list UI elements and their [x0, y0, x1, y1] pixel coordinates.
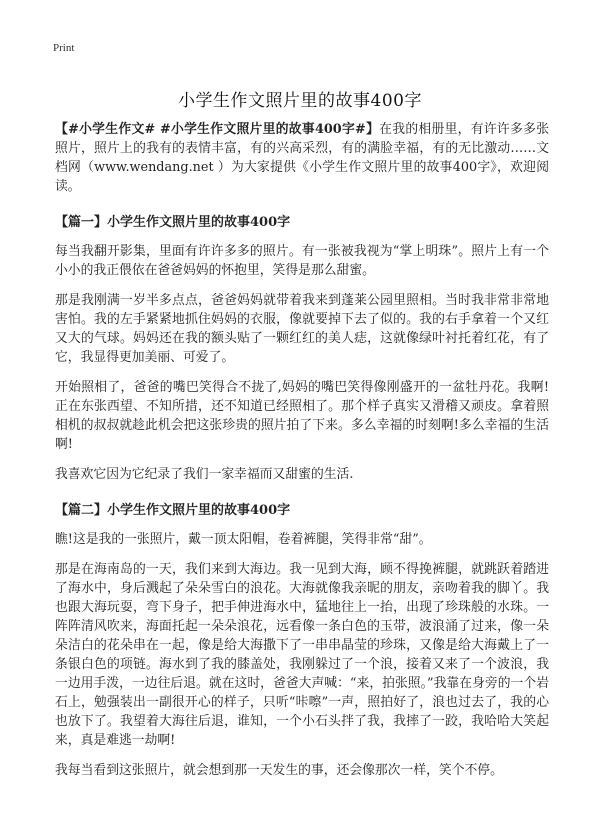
article-title: 小学生作文照片里的故事400字	[178, 91, 422, 111]
intro-text: 在我的相册里，有许许多多张照片，照片上的我有的表情丰富，有的兴高采烈，有的满脸幸福，有的无比激动……文档网（www.wendang.net ）为大家提供《小学生作文照片里的故事400字》，欢迎阅读。	[55, 122, 549, 194]
article-body	[55, 120, 549, 791]
section-2-paragraph: 那是在海南岛的一天，我们来到大海边。我一见到大海，顾不得挽裤腿，就跳跃着踏进了海水中，身后溅起了朵朵雪白的浪花。大海就像我亲昵的朋友，亲吻着我的脚丫。我也跟大海玩耍，弯下身子，把手伸进海水中，猛地往上一抬，出现了珍珠般的水珠。一阵阵清风吹来，海面托起一朵朵浪花，远看像一条白色的玉带，波浪涌了过来，像一朵朵洁白的花朵串在一起，像是给大海撒下了一串串晶莹的珍珠，又像是给大海戴上了一条银白色的项链。海水到了我的膝盖处，我刚躲过了一个浪，接着又来了一个波浪，我一边用手泼，一边往后退。就在这时，爸爸大声喊：“来，拍张照。”我靠在身旁的一个岩石上，勉强装出一副很开心的样子，只听“咔嚓”一声，照拍好了，浪也过去了，我的心也放下了。我望着大海往后退，谁知，一个小石头拌了我，我摔了一跤，我哈哈大笑起来，真是难逃一劫啊!	[55, 562, 549, 748]
section-2-paragraph: 瞧!这是我的一张照片，戴一顶太阳帽，卷着裤腿，笑得非常“甜”。	[55, 532, 432, 547]
section-1-paragraph: 每当我翻开影集，里面有许许多多的照片。有一张被我视为“掌上明珠”。照片上有一个小小的我正偎依在爸爸妈妈的怀抱里，笑得是那么甜蜜。	[55, 244, 549, 278]
section-heading-2: 【篇二】小学生作文照片里的故事400字	[55, 503, 291, 518]
section-1-paragraph: 我喜欢它因为它纪录了我们一家幸福而又甜蜜的生活.	[55, 467, 354, 482]
intro-label: 【#小学生作文# #小学生作文照片里的故事400字#】	[55, 122, 380, 137]
section-2-paragraph: 我每当看到这张照片，就会想到那一天发生的事，还会像那次一样，笑个不停。	[55, 763, 503, 778]
section-heading-1: 【篇一】小学生作文照片里的故事400字	[55, 215, 291, 230]
intro-paragraph	[55, 120, 549, 196]
print-label: Print	[53, 42, 75, 54]
section-1-paragraph: 开始照相了，爸爸的嘴巴笑得合不拢了,妈妈的嘴巴笑得像刚盛开的一盆牡丹花。我啊!正在东张西望、不知所措，还不知道已经照相了。那个样子真实又滑稽又顽皮。拿着照相机的叔叔就趁此机会把这张珍贵的照片拍了下来。多么幸福的时刻啊!多么幸福的生活啊!	[55, 380, 549, 452]
section-1-paragraph: 那是我刚满一岁半多点点，爸爸妈妈就带着我来到蓬莱公园里照相。当时我非常非常地害怕。我的左手紧紧地抓住妈妈的衣服，像就要掉下去了似的。我的右手拿着一个又红又大的气球。妈妈还在我的额头贴了一颗红红的美人痣，这就像绿叶衬托着红花，有了它，我显得更加美丽、可爱了。	[55, 293, 549, 365]
